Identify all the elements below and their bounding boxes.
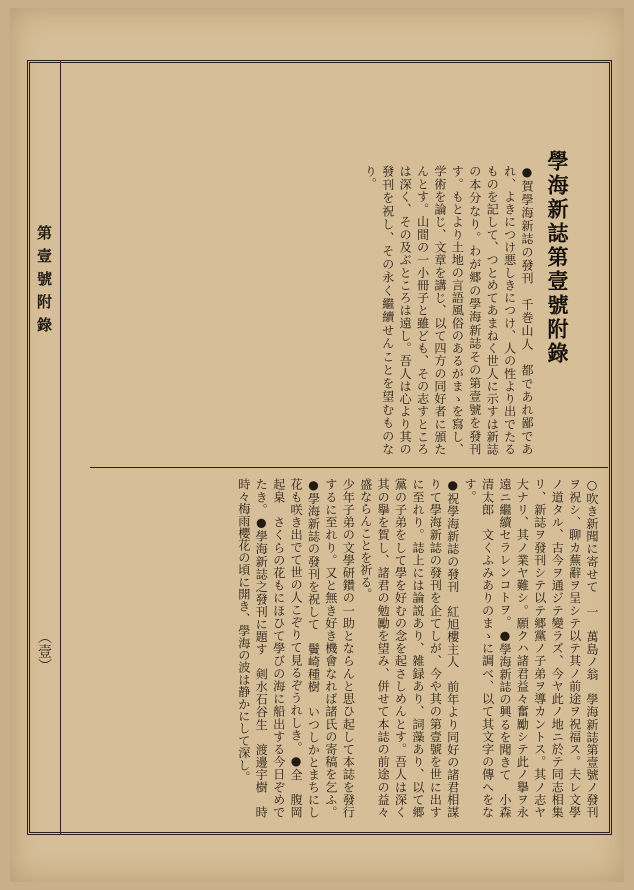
section-rule <box>90 467 608 468</box>
article-text-lower-right: ○吹き新聞に寄せて 一 萬島ノ翁 學海新誌第壹號ノ發刊ヲ祝シ、聊カ蕪辭ヲ呈シテ以テ其ノ前途ヲ祝福ス。夫レ文學ノ道タル、古今ヲ通ジテ變ラズ、今ヤ此ノ地ニ於テ同志相集リ、新誌ヲ發刊シテ以テ郷黨ノ子弟ヲ導カントス。其ノ志ヤ大ナリ、其ノ業ヤ難シ。願クハ諸君益々奮勵シテ此ノ擧ヲ永遠ニ繼續セラレンコトヲ。●學海新誌の興るを聞きて 小森清太郎 文くふみありのまゝに調べ、以て其文字の傳へをなす。 <box>463 478 599 818</box>
article-text: ●賀學海新誌の發刊 千巻山人 都であれ鄙であれ、よきにつけ悪しきにつけ、人の性より出でたるものを記して、つとめてあまねく世人に示すは新誌の本分なり。わが郷の學海新誌その第壹號を發刊す。もとより土地の言語風俗のあるがまゝを寫し、学術を論じ、文章を講じ、以て四方の同好者に頒たんとす。山間の一小冊子と雖ども、その志すところは深く、その及ぶところは遠し。吾人は心より其の發刊を祝し、その永く繼續せんことを望むものなり。 <box>363 165 534 455</box>
gutter-title: 第壹號附錄 <box>35 225 53 340</box>
page-title: 學海新誌第壹號附錄 <box>545 150 570 366</box>
article-upper-right <box>95 165 535 455</box>
article-text-upper-left: ●祝學海新誌の發刊 紅旭樓主人 前年より同好の諸君相謀りて學海新誌の發刊を企てしが、今や其の第壹號を世に出すに至れり。誌上には論説あり、雑録あり、詞藻あり、以て郷黨の子弟をして學を好むの念を起さしめんとす。吾人は深く其の擧を賀し、諸君の勉勵を望み、併せて本誌の前途の益々盛ならんことを祈る。 <box>358 478 460 818</box>
article-lower <box>95 478 600 818</box>
article-text-lower-left: 少年子弟の文學研鑽の一助とならんと思ひ起して本誌を發行するに至れり。又と無き好き機會なれば諸氏の寄稿を乞ふ。●學海新誌の發刊を祝して 鬢崎種樹 いつしかとまちにし花も咲き出でて世の人こぞりて見るぞうれしき。●全 腹岡起臬 さくらの花もにほひて學びの海に船出する今日ぞめでたき。●學海新誌之發刊に題す 剣水石谷生 渡邊宇樹 時時々梅雨櫻花の頃に開き、學海の波は静かにして深し。 <box>236 478 356 818</box>
gutter-rule <box>60 60 61 835</box>
page-number: （壹） <box>36 630 52 672</box>
